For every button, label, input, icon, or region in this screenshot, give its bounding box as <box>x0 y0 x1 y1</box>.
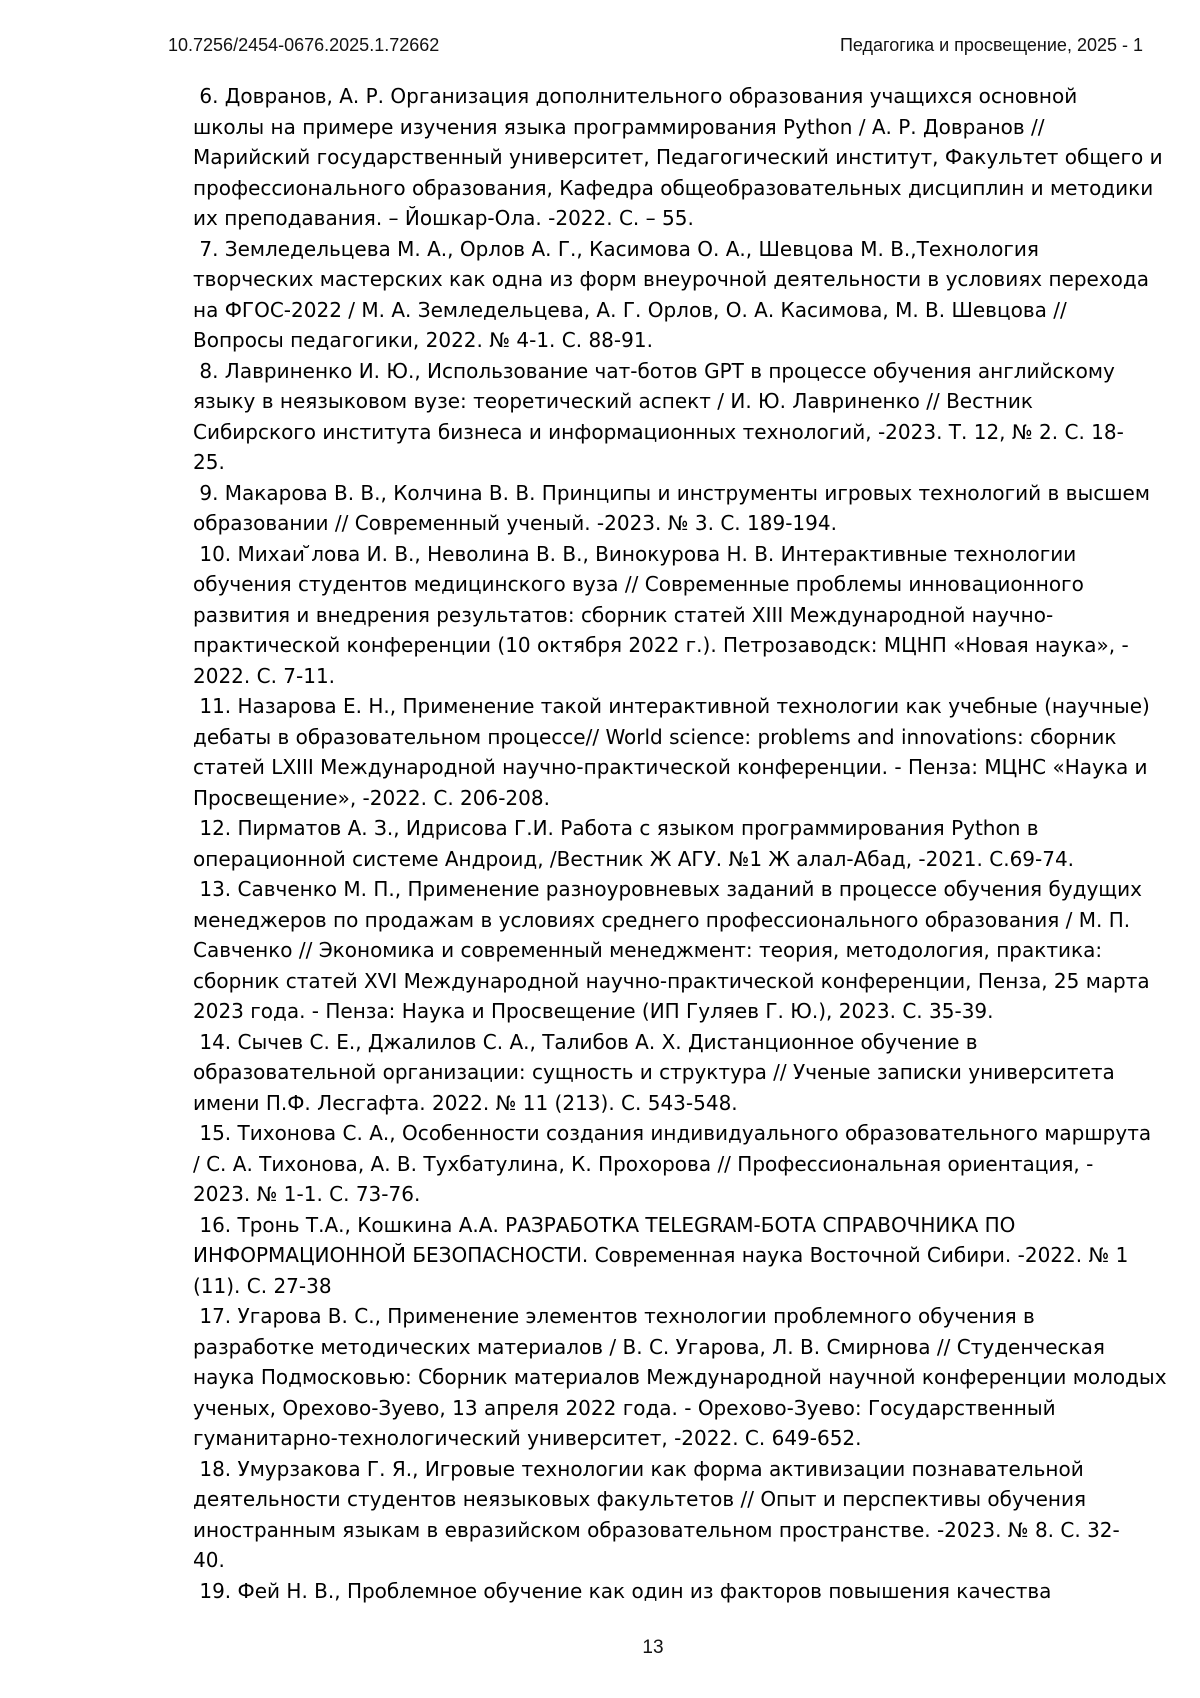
reference-line: Сибирского института бизнеса и информационных технологий, -2023. Т. 12, № 2. С. 18- <box>193 419 1124 444</box>
reference-line: наука Подмосковью: Сборник материалов Международной научной конференции молодых <box>193 1365 1167 1389</box>
reference-line: 11. Назарова Е. Н., Применение такой интерактивной технологии как учебные (научные) <box>193 694 1150 718</box>
reference-line: иностранным языкам в евразийском образовательном пространстве. -2023. № 8. С. 32- <box>193 1517 1120 1542</box>
reference-item <box>193 1576 1113 1607</box>
reference-item <box>193 813 1113 874</box>
reference-line: / С. А. Тихонова, А. В. Тухбатулина, К. Прохорова // Профессиональная ориентация, - <box>193 1151 1094 1176</box>
reference-line: 7. Земледельцева М. А., Орлов А. Г., Касимова О. А., Шевцова М. В.,Технология <box>193 236 1039 261</box>
reference-line: 8. Лавриненко И. Ю., Использование чат-ботов GPT в процессе обучения английскому <box>193 358 1115 383</box>
reference-line: обучения студентов медицинского вуза // Современные проблемы инновационного <box>193 572 1084 596</box>
reference-line: статей LXIII Международной научно-практической конференции. - Пенза: МЦНС «Наука и <box>193 755 1148 779</box>
reference-line: дебаты в образовательном процессе// World science: problems and innovations: сборник <box>193 724 1117 749</box>
reference-line: 6. Довранов, А. Р. Организация дополнительного образования учащихся основной <box>193 84 1078 108</box>
reference-item <box>193 1210 1129 1302</box>
reference-item <box>193 1027 1113 1119</box>
reference-item <box>193 234 1149 356</box>
reference-item <box>193 1454 1120 1576</box>
reference-line: Вопросы педагогики, 2022. № 4-1. С. 88-91. <box>193 328 653 352</box>
reference-line: 25. <box>193 450 225 474</box>
reference-line: деятельности студентов неязыковых факультетов // Опыт и перспективы обучения <box>193 1487 1087 1511</box>
reference-line: 17. Угарова В. С., Применение элементов технологии проблемного обучения в <box>193 1304 1035 1328</box>
page-number: 13 <box>642 1637 664 1658</box>
reference-line: 15. Тихонова С. А., Особенности создания индивидуального образовательного маршрута <box>193 1121 1152 1145</box>
reference-line: их преподавания. – Йошкар-Ола. -2022. С. – 55. <box>193 206 694 230</box>
reference-line: образовании // Современный ученый. -2023. № 3. С. 189-194. <box>193 511 837 535</box>
references-list <box>193 81 1167 1606</box>
reference-line: гуманитарно-технологический университет, -2022. С. 649-652. <box>193 1426 862 1450</box>
reference-line: 19. Фей Н. В., Проблемное обучение как один из факторов повышения качества <box>193 1578 1052 1603</box>
reference-line: творческих мастерских как одна из форм внеурочной деятельности в условиях перехода <box>193 267 1149 291</box>
reference-line: операционной системе Андроид, /Вестник Ж АГУ. №1 Ж алал-Абад, -2021. С.69-74. <box>193 846 1075 871</box>
doi-text: 10.7256/2454-0676.2025.1.72662 <box>168 35 440 55</box>
reference-line: 9. Макарова В. В., Колчина В. В. Принципы и инструменты игровых технологий в высшем <box>193 480 1150 505</box>
reference-line: 2023 года. - Пенза: Наука и Просвещение (ИП Гуляев Г. Ю.), 2023. С. 35-39. <box>193 999 994 1023</box>
reference-item <box>193 1301 1167 1454</box>
reference-line: Савченко // Экономика и современный менеджмент: теория, методология, практика: <box>193 938 1103 962</box>
reference-line: развития и внедрения результатов: сборник статей XIII Международной научно- <box>193 602 1054 627</box>
reference-line: ученых, Орехово-Зуево, 13 апреля 2022 года. - Орехово-Зуево: Государственный <box>193 1395 1056 1420</box>
reference-line: 14. Сычев С. Е., Джалилов С. А., Талибов А. Х. Дистанционное обучение в <box>193 1029 978 1054</box>
reference-line: Просвещение», -2022. С. 206-208. <box>193 785 550 810</box>
reference-line: языку в неязыковом вузе: теоретический аспект / И. Ю. Лавриненко // Вестник <box>193 389 1033 413</box>
reference-line: ИНФОРМАЦИОННОЙ БЕЗОПАСНОСТИ. Современная наука Восточной Сибири. -2022. № 1 <box>193 1243 1129 1267</box>
reference-line: 2023. № 1-1. С. 73-76. <box>193 1182 421 1206</box>
page-footer <box>193 1637 1113 1659</box>
reference-line: 10. Михаи ̆лова И. В., Неволина В. В., Винокурова Н. В. Интерактивные технологии <box>193 541 1077 566</box>
reference-line: образовательной организации: сущность и структура // Ученые записки университета <box>193 1060 1115 1084</box>
reference-item <box>193 356 1124 478</box>
reference-item <box>193 478 1150 539</box>
reference-line: 16. Тронь Т.А., Кошкина А.А. РАЗРАБОТКА TELEGRAM-БОТА СПРАВОЧНИКА ПО <box>193 1212 1016 1237</box>
reference-line: имени П.Ф. Лесгафта. 2022. № 11 (213). С. 543-548. <box>193 1090 738 1115</box>
reference-line: (11). С. 27-38 <box>193 1273 332 1298</box>
reference-line: 2022. С. 7-11. <box>193 663 336 688</box>
reference-line: на ФГОС-2022 / М. А. Земледельцева, А. Г. Орлов, О. А. Касимова, М. В. Шевцова // <box>193 297 1067 322</box>
reference-item <box>193 1118 1152 1210</box>
reference-line: сборник статей XVI Международной научно-практической конференции, Пенза, 25 марта <box>193 968 1150 993</box>
reference-line: 18. Умурзакова Г. Я., Игровые технологии как форма активизации познавательной <box>193 1456 1084 1481</box>
reference-line: практической конференции (10 октября 2022 г.). Петрозаводск: МЦНП «Новая наука», - <box>193 633 1129 657</box>
reference-line: 13. Савченко М. П., Применение разноуровневых заданий в процессе обучения будущих <box>193 877 1142 901</box>
reference-item <box>193 539 1129 692</box>
reference-line: школы на примере изучения языка программирования Python / А. Р. Довранов // <box>193 114 1045 139</box>
reference-line: профессионального образования, Кафедра общеобразовательных дисциплин и методики <box>193 175 1154 200</box>
reference-line: разработке методических материалов / В. С. Угарова, Л. В. Смирнова // Студенческая <box>193 1334 1105 1359</box>
journal-issue-header: Педагогика и просвещение, 2025 - 1 <box>839 35 1143 55</box>
reference-line: 12. Пирматов А. З., Идрисова Г.И. Работа с языком программирования Python в <box>193 816 1039 840</box>
reference-line: Марийский государственный университет, Педагогический институт, Факультет общего и <box>193 145 1163 169</box>
reference-line: менеджеров по продажам в условиях среднего профессионального образования / М. П. <box>193 907 1131 932</box>
reference-line: 40. <box>193 1548 225 1572</box>
reference-item <box>193 874 1150 1027</box>
reference-item <box>193 81 1163 234</box>
reference-item <box>193 691 1150 813</box>
